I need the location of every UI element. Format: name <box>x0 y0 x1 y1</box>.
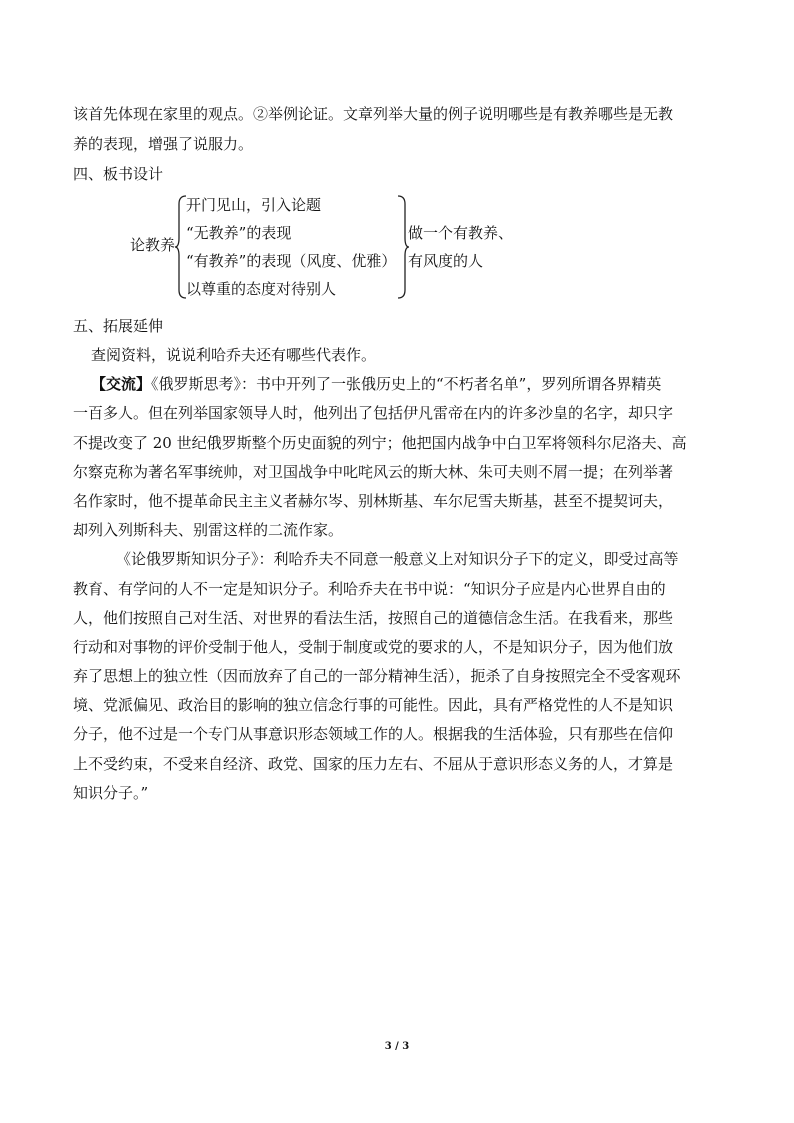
right-brace-icon <box>396 194 410 300</box>
section-5-heading: 五、拓展延伸 <box>73 317 164 335</box>
para2-line: 弃了思想上的独立性（因而放弃了自己的一部分精神生活），扼杀了自身按照完全不受客观环 <box>73 667 681 685</box>
board-item-3: “有教养”的表现（风度、优雅） <box>186 252 397 270</box>
exchange-first-line <box>91 374 661 394</box>
exchange-line: 尔察克称为著名军事统帅，对卫国战争中叱咤风云的斯大林、朱可夫则不屑一提；在列举著 <box>73 463 674 481</box>
exchange-tag: 【交流】 <box>91 375 152 393</box>
para2-line: 行动和对事物的评价受制于他人，受制于制度或党的要求的人，不是知识分子，因为他们放 <box>73 638 674 656</box>
exchange-first-text: 《俄罗斯思考》：书中开列了一张俄历史上的“不朽者名单”，罗列所谓各界精英 <box>151 375 662 393</box>
board-label: 论教养 <box>130 236 176 254</box>
para2-line: 上不受约束，不受来自经济、政党、国家的压力左右、不屈从于意识形态义务的人，才算是 <box>73 755 674 773</box>
board-item-2: “无教养”的表现 <box>186 224 292 242</box>
board-item-1: 开门见山，引入论题 <box>186 196 322 214</box>
board-item-4: 以尊重的态度对待别人 <box>186 280 337 298</box>
section-4-heading: 四、板书设计 <box>73 165 164 183</box>
intro-line-1: 该首先体现在家里的观点。②举例论证。文章列举大量的例子说明哪些是有教养哪些是无教 <box>73 105 674 123</box>
exchange-line: 却列入列斯科夫、别雷这样的二流作家。 <box>73 521 344 539</box>
exchange-line: 一百多人。但在列举国家领导人时，他列出了包括伊凡雷帝在内的许多沙皇的名字，却只字 <box>73 404 674 422</box>
intro-line-2: 养的表现，增强了说服力。 <box>73 135 254 153</box>
para2-line: 分子，他不过是一个专门从事意识形态领域工作的人。根据我的生活体验，只有那些在信仰 <box>73 725 674 743</box>
extension-task: 查阅资料，说说利哈乔夫还有哪些代表作。 <box>91 346 377 364</box>
para2-line: 教育、有学问的人不一定是知识分子。利哈乔夫在书中说：“知识分子应是内心世界自由的 <box>73 580 666 598</box>
para2-line: 《论俄罗斯知识分子》：利哈乔夫不同意一般意义上对知识分子下的定义，即受过高等 <box>116 550 679 568</box>
exchange-line: 名作家时，他不提革命民主主义者赫尔岑、别林斯基、车尔尼雪夫斯基，甚至不提契诃夫， <box>73 492 674 510</box>
board-result-1: 做一个有教养、 <box>408 224 514 242</box>
para2-line: 人，他们按照自己对生活、对世界的看法生活，按照自己的道德信念生活。在我看来，那些 <box>73 609 674 627</box>
para2-line: 知识分子。” <box>73 784 149 802</box>
page-number: 3 / 3 <box>384 1041 410 1052</box>
board-result-2: 有风度的人 <box>408 252 484 270</box>
exchange-line: 不提改变了 20 世纪俄罗斯整个历史面貌的列宁；他把国内战争中白卫军将领科尔尼洛夫、高 <box>73 434 687 452</box>
blackboard-design <box>130 194 530 300</box>
para2-line: 境、党派偏见、政治目的影响的独立信念行事的可能性。因此，具有严格党性的人不是知识 <box>73 696 674 714</box>
